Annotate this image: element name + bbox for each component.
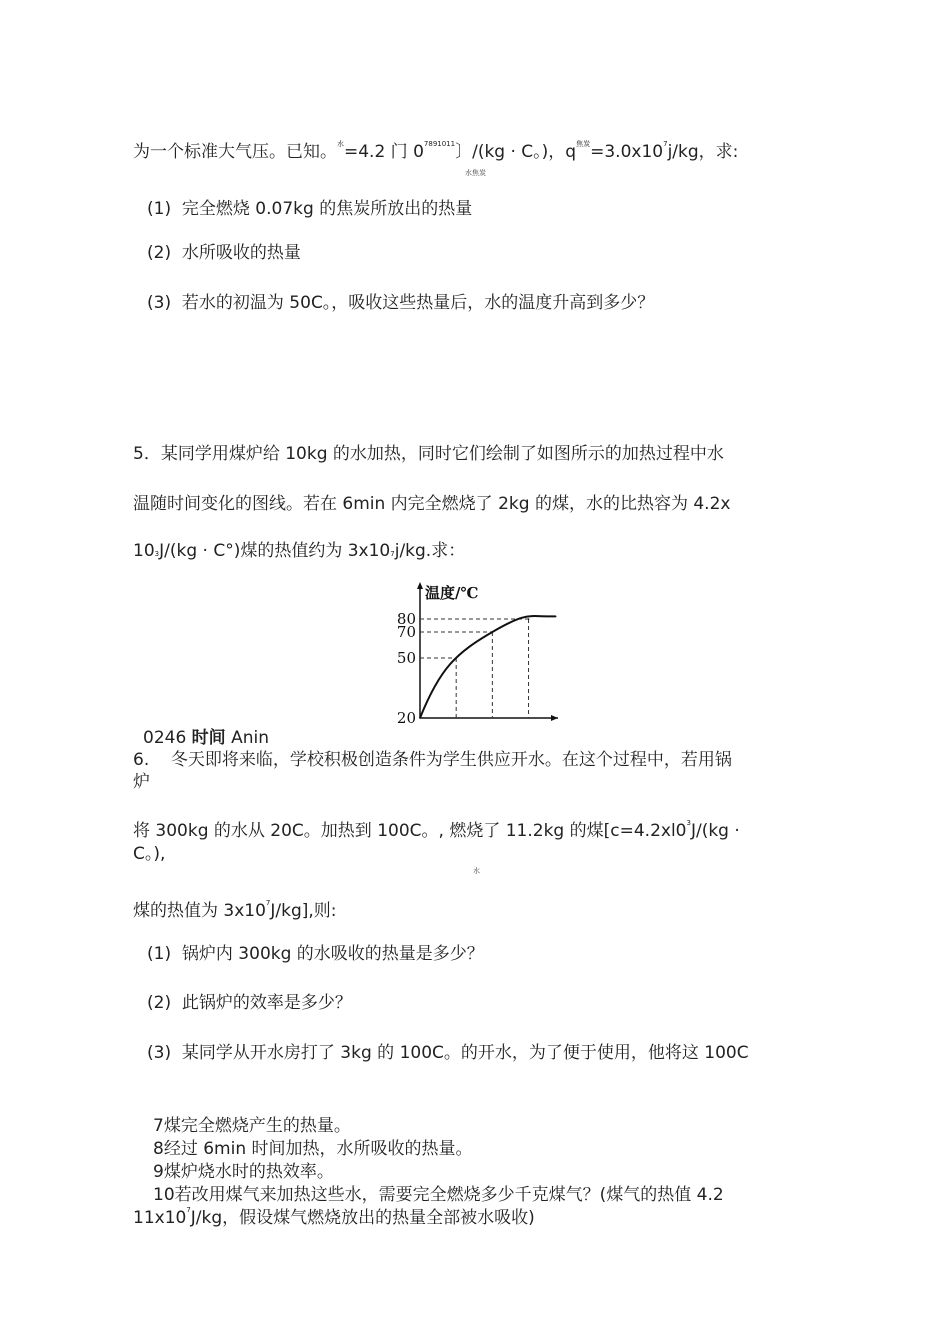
list-item-11: [133, 1207, 535, 1229]
subscript: 7: [390, 550, 395, 558]
q4-line1-part: =4.2 门 0: [344, 142, 424, 162]
x-axis-arrow: [551, 715, 558, 721]
q6-line2-part: 将 300kg 的水从 20C。加热到 100C。, 燃烧了 11.2kg 的煤[c=4.2xl0: [133, 821, 687, 841]
q4-item-2: [147, 242, 301, 264]
item-number: (2): [147, 993, 172, 1013]
data-point: [555, 616, 557, 618]
q5-line2: 温随时间变化的图线。若在 6min 内完全燃烧了 2kg 的煤，水的比热容为 4.2x: [133, 494, 731, 514]
q4-line1-part: 为一个标准大气压。已知。: [133, 142, 337, 162]
q4-item-1: [147, 198, 472, 220]
axis-caption-ticks: 0246: [143, 728, 192, 748]
axis-caption-label: 时间: [191, 728, 226, 748]
q6-line2: [133, 820, 740, 842]
superscript: 7891011: [423, 140, 456, 148]
subscript: 焦炭: [576, 140, 591, 148]
axis-caption-unit: Anin: [225, 728, 269, 748]
superscript: 7: [663, 140, 668, 148]
data-point: [455, 657, 457, 659]
subscript: 3: [154, 550, 160, 558]
item-text: 水所吸收的热量: [181, 243, 301, 263]
data-point: [492, 631, 494, 633]
chart-axis-caption: [143, 727, 269, 749]
q5-line1: 5．某同学用煤炉给 10kg 的水加热，同时它们绘制了如图所示的加热过程中水: [133, 444, 724, 464]
item-number: (3): [147, 293, 172, 313]
item-number: (1): [147, 199, 172, 219]
q6-item-2: [147, 992, 352, 1014]
item-number: (2): [147, 243, 172, 263]
list-item-11-part: 11x10: [133, 1208, 187, 1228]
q5-line3: [133, 540, 465, 562]
q5-line3-part: J/(kg · C°)煤的热值约为 3x10: [159, 541, 391, 561]
list-item-7: 7煤完全燃烧产生的热量。: [153, 1116, 351, 1136]
q5-line3-part: j/kg.求：: [394, 541, 466, 561]
superscript: 3: [686, 819, 691, 827]
data-point: [528, 618, 530, 620]
q5-line3-part: 10: [133, 541, 155, 561]
q6-line3: [133, 900, 337, 922]
q6-line2-part: J/(kg ·: [690, 821, 740, 841]
list-item-8: 8经过 6min 时间加热，水所吸收的热量。: [153, 1139, 473, 1159]
q6-item-3: [147, 1042, 749, 1064]
y-axis-label: 温度/℃: [425, 584, 479, 602]
chart-layer: [397, 582, 558, 727]
q4-item-3: [147, 292, 654, 314]
list-item-10: 10若改用煤气来加热这些水，需要完全燃烧多少千克煤气？(煤气的热值 4.2: [153, 1185, 724, 1205]
item-number: (3): [147, 1043, 172, 1063]
y-tick-label: 80: [396, 610, 416, 628]
item-text: 完全燃烧 0.07kg 的焦炭所放出的热量: [181, 199, 473, 219]
q6-line1: [133, 749, 732, 771]
q4-line1-part: j/kg，求:: [667, 142, 739, 162]
item-text: 若水的初温为 50C。，吸收这些热量后，水的温度升高到多少？: [181, 293, 655, 313]
y-tick-label: 70: [396, 623, 416, 641]
item-text: 锅炉内 300kg 的水吸收的热量是多少？: [181, 944, 484, 964]
temperature-curve: [420, 616, 556, 718]
q4-line1: [133, 141, 738, 163]
data-point: [419, 717, 421, 719]
q6-line1-wrap: 炉: [133, 772, 150, 792]
q4-line1-part: 〕/(kg · C。)，q: [455, 142, 577, 162]
y-tick-label: 20: [396, 709, 416, 727]
subscript-note: 水: [473, 867, 480, 875]
q6-line3-part: 煤的热值为 3x10: [133, 901, 266, 921]
q6-line3-part: J/kg],则:: [270, 901, 337, 921]
y-axis-arrow: [417, 582, 423, 589]
superscript: 7: [265, 899, 271, 907]
subscript: 水: [337, 140, 344, 148]
item-text: 此锅炉的效率是多少？: [181, 993, 352, 1013]
y-tick-label: 50: [396, 649, 416, 667]
q6-item-1: [147, 943, 484, 965]
q4-line1-part: =3.0x10: [590, 142, 664, 162]
q6-line2-wrap: C。),: [133, 844, 166, 864]
question-number: 6.: [133, 750, 150, 770]
item-text: 某同学从开水房打了 3kg 的 100C。的开水，为了便于使用，他将这 100C: [181, 1043, 749, 1063]
item-number: (1): [147, 944, 172, 964]
q6-line1-text: 冬天即将来临，学校积极创造条件为学生供应开水。在这个过程中，若用锅: [170, 750, 732, 770]
list-item-11-part: J/kg，假设煤气燃烧放出的热量全部被水吸收): [190, 1208, 535, 1228]
superscript: 7: [186, 1206, 191, 1214]
subscript-note: 水焦炭: [465, 169, 486, 177]
temperature-time-chart: [380, 578, 570, 730]
list-item-9: 9煤炉烧水时的热效率。: [153, 1162, 334, 1182]
